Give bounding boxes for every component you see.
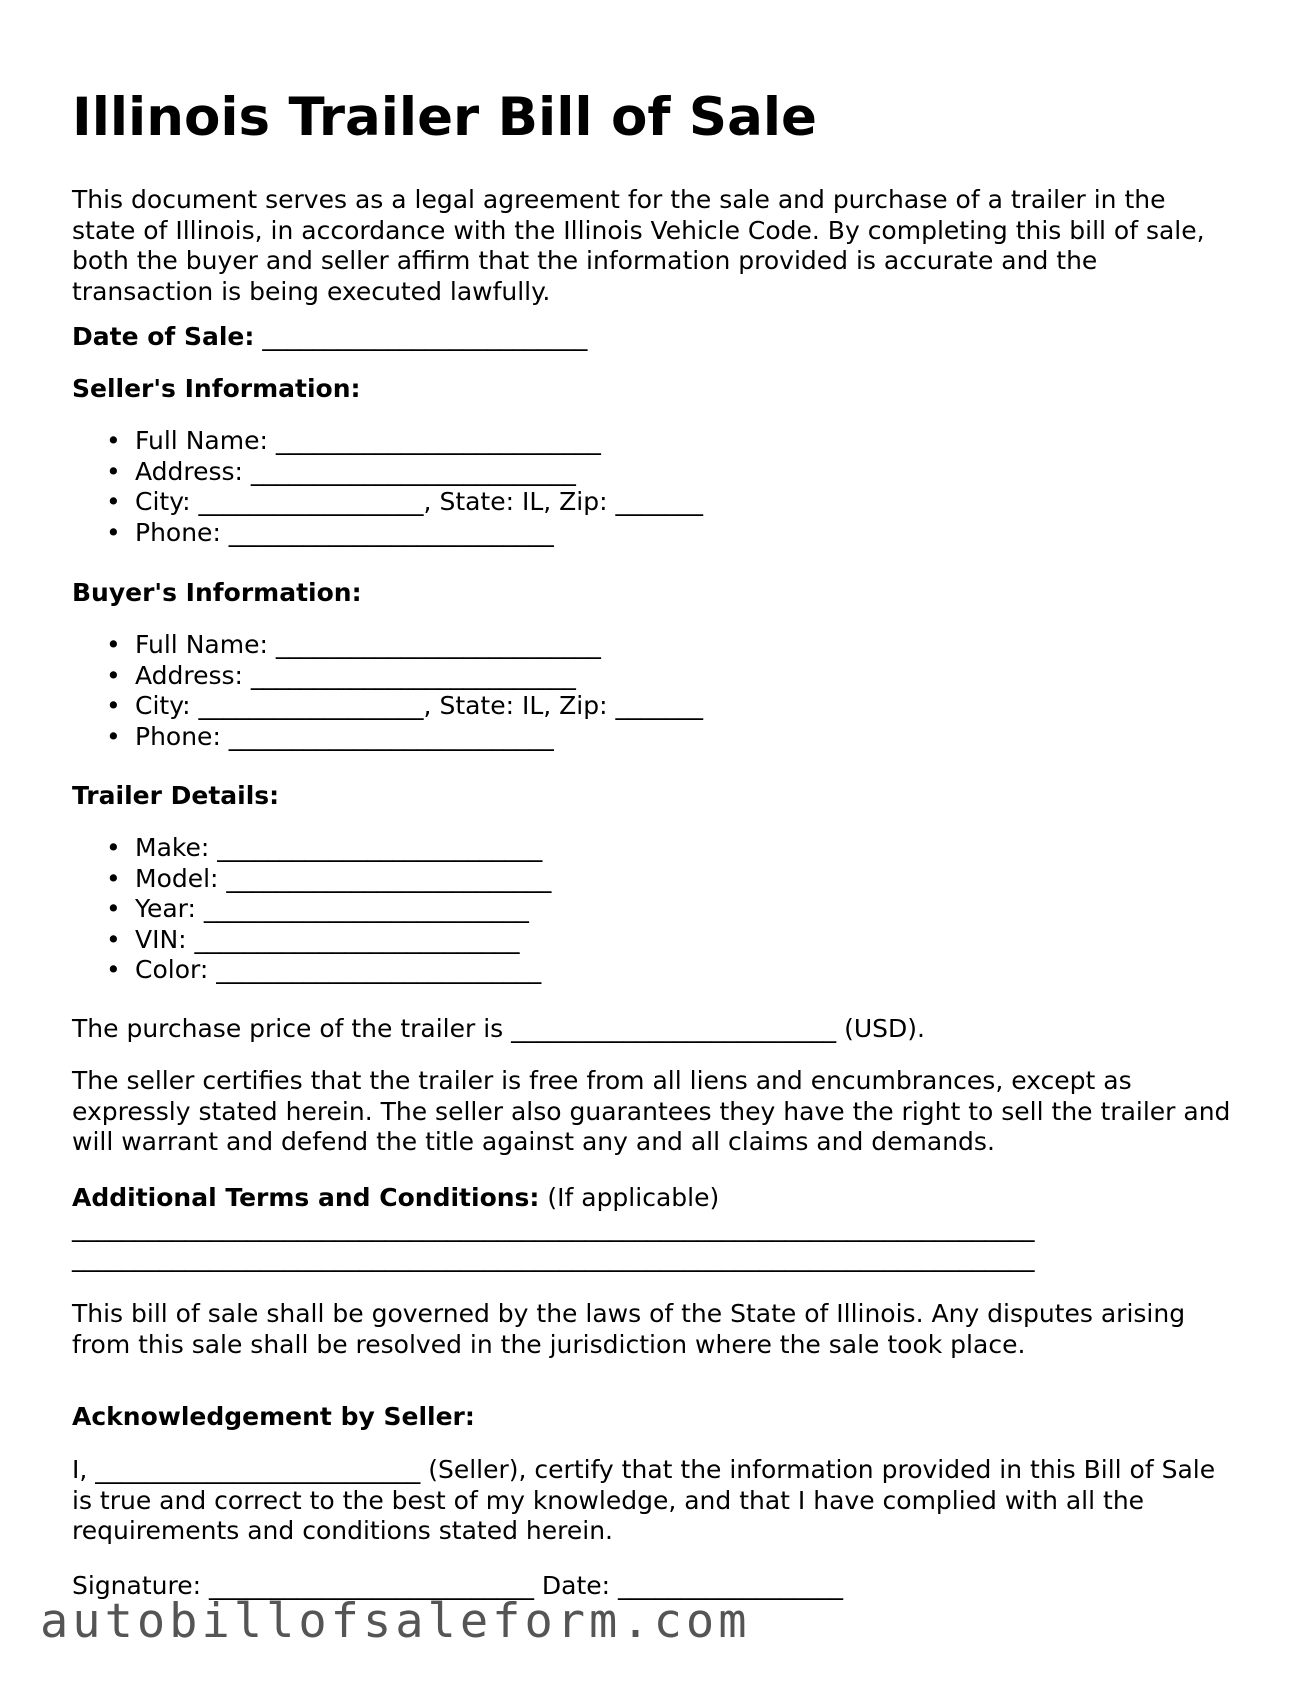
trailer-vin-field[interactable]: • VIN: __________________________: [106, 924, 520, 954]
buyer-phone-field[interactable]: • Phone: __________________________: [106, 721, 554, 751]
trailer-model-field[interactable]: • Model: __________________________: [106, 863, 552, 893]
bullet-icon: •: [106, 721, 121, 751]
bullet-icon: •: [106, 863, 121, 893]
bullet-icon: •: [106, 487, 121, 516]
bullet-icon: •: [106, 691, 121, 720]
bullet-icon: •: [106, 517, 121, 547]
trailer-make-field[interactable]: • Make: __________________________: [106, 833, 543, 862]
seller-city-state-zip-field[interactable]: • City: __________________, State: IL, Zip: _______: [106, 487, 703, 516]
date-of-sale-line: [72, 322, 587, 353]
trailer-year-field[interactable]: • Year: __________________________: [106, 894, 529, 923]
governing-law-paragraph: This bill of sale shall be governed by the laws of the State of Illinois. Any disputes arising from this sale shall be resolved in the jurisdiction where the sale took place.: [72, 1299, 1186, 1359]
buyer-info-list: [72, 630, 703, 752]
certification-paragraph: The seller certifies that the trailer is free from all liens and encumbrances, except as expressly stated herein. The seller also guarantees they have the right to sell the trailer and will warrant and defend the title against any and all claims and demands.: [72, 1066, 1231, 1156]
additional-terms-line: [72, 1183, 719, 1214]
trailer-details-list: [72, 833, 551, 986]
bullet-icon: •: [106, 630, 121, 659]
acknowledgement-paragraph[interactable]: I, __________________________ (Seller), certify that the information provided in this Bill of Sale is true and correct to the best of my knowledge, and that I have complied with all the requirements and conditions stated herein.: [72, 1455, 1216, 1545]
bullet-icon: •: [106, 660, 121, 690]
signature-date-line[interactable]: Signature: __________________________ Date: __________________: [72, 1571, 844, 1600]
bullet-icon: •: [106, 456, 121, 486]
additional-terms-note: (If applicable): [539, 1183, 720, 1212]
bullet-icon: •: [106, 833, 121, 862]
bullet-icon: •: [106, 924, 121, 954]
buyer-info-heading: Buyer's Information:: [72, 578, 362, 607]
additional-terms-blank-2[interactable]: _____________________________________________________________________________: [72, 1243, 1035, 1272]
seller-full-name-field[interactable]: • Full Name: __________________________: [106, 426, 601, 455]
additional-terms-blank-1[interactable]: _____________________________________________________________________________: [72, 1213, 1035, 1242]
bullet-icon: •: [106, 426, 121, 455]
trailer-color-field[interactable]: • Color: __________________________: [106, 955, 542, 984]
trailer-details-heading: Trailer Details:: [72, 781, 280, 810]
watermark-text: autobillofsaleform.com: [40, 1594, 751, 1649]
acknowledgement-heading: Acknowledgement by Seller:: [72, 1402, 475, 1431]
date-of-sale-label: Date of Sale:: [72, 322, 255, 351]
seller-info-heading: Seller's Information:: [72, 374, 361, 403]
intro-paragraph: This document serves as a legal agreement for the sale and purchase of a trailer in the state of Illinois, in accordance with the Illinois Vehicle Code. By completing this bill of sale, both the buyer and seller affirm that the information provided is accurate and the transaction is being executed lawfully.: [72, 185, 1205, 306]
seller-info-list: [72, 426, 703, 548]
bullet-icon: •: [106, 955, 121, 984]
buyer-city-state-zip-field[interactable]: • City: __________________, State: IL, Zip: _______: [106, 691, 703, 720]
seller-phone-field[interactable]: • Phone: __________________________: [106, 517, 554, 547]
buyer-full-name-field[interactable]: • Full Name: __________________________: [106, 630, 601, 659]
seller-address-field[interactable]: • Address: __________________________: [106, 456, 576, 486]
additional-terms-label: Additional Terms and Conditions:: [72, 1183, 540, 1212]
date-of-sale-blank[interactable]: __________________________: [254, 322, 588, 351]
document-title: Illinois Trailer Bill of Sale: [72, 87, 817, 148]
purchase-price-line[interactable]: The purchase price of the trailer is __________________________ (USD).: [72, 1014, 925, 1043]
bullet-icon: •: [106, 894, 121, 923]
buyer-address-field[interactable]: • Address: __________________________: [106, 660, 576, 690]
